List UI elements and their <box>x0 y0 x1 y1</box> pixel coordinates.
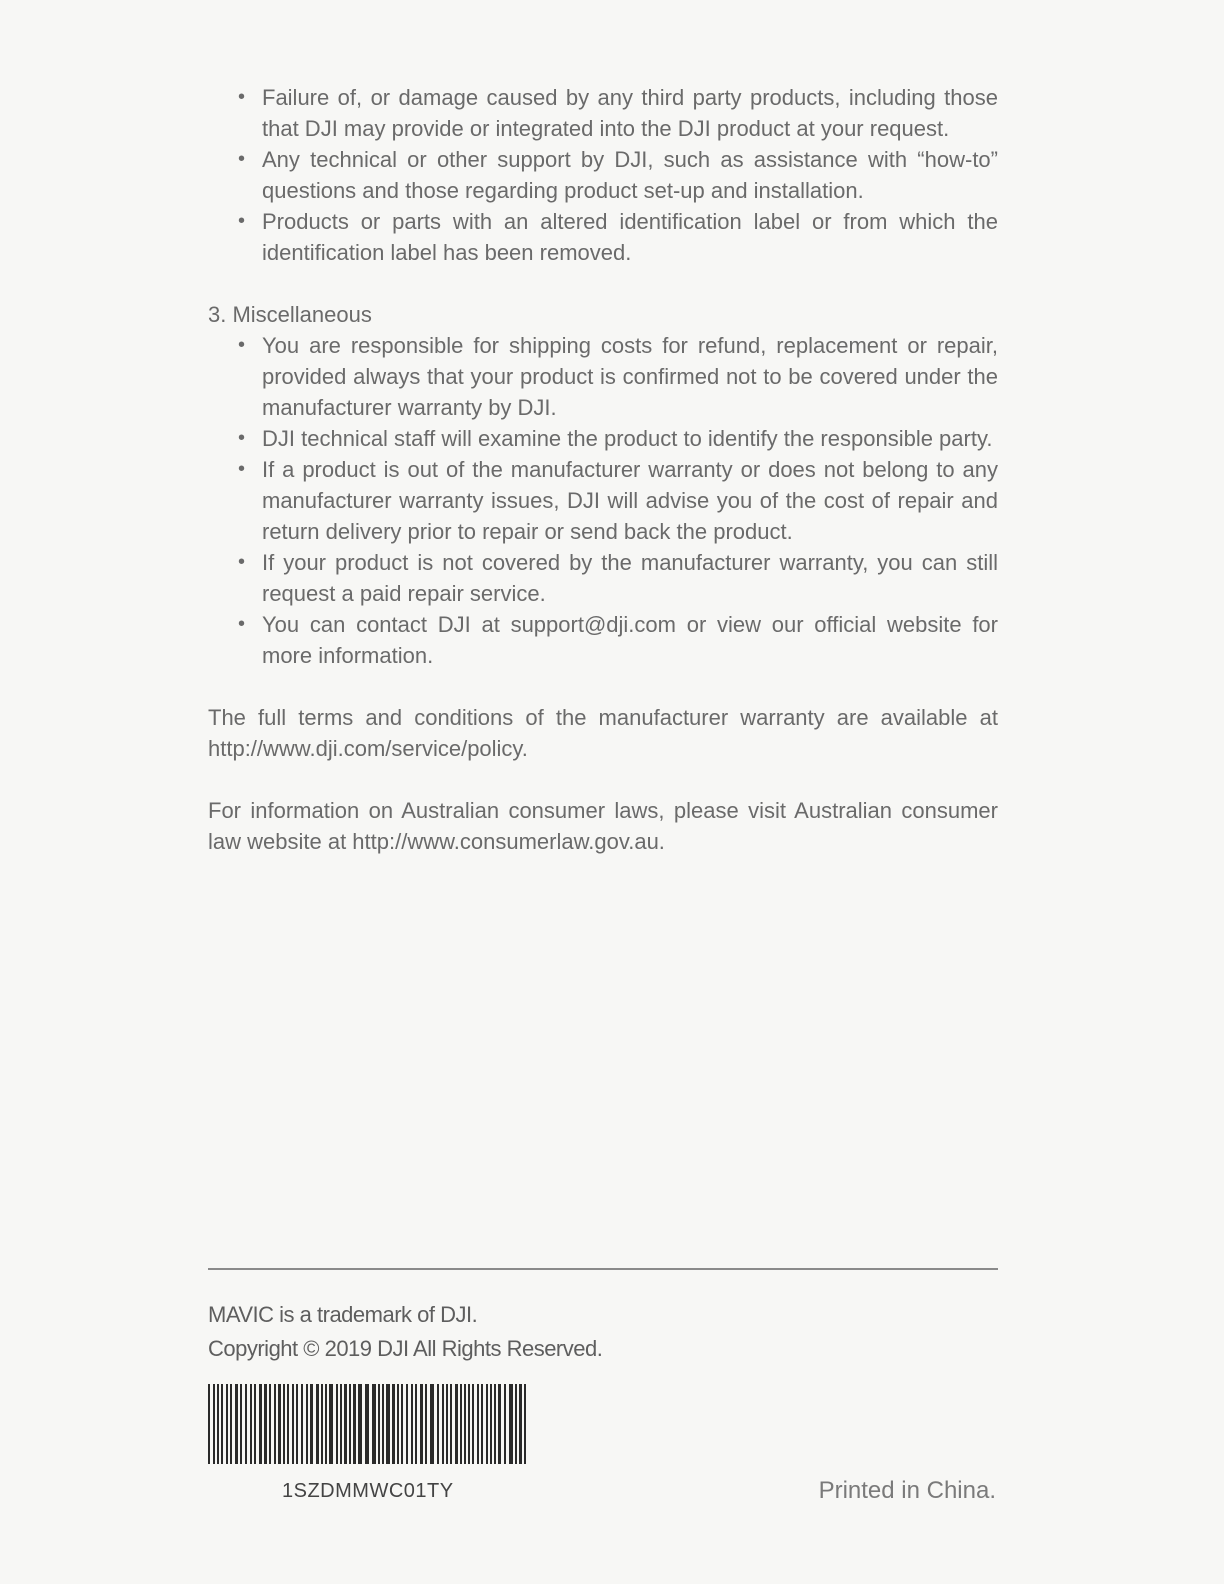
barcode-bar <box>425 1384 427 1464</box>
barcode-bar <box>382 1384 384 1464</box>
terms-paragraph: The full terms and conditions of the manufacturer warranty are available at http://www.dji.com/service/policy. <box>208 705 998 761</box>
barcode-bar <box>283 1384 285 1464</box>
barcode-bar <box>301 1384 303 1464</box>
barcode-bar <box>329 1384 333 1464</box>
barcode-bar <box>401 1384 403 1464</box>
barcode-bar <box>437 1384 439 1464</box>
list-item: • You are responsible for shipping costs for refund, replacement or repair, provided always that your product is confirmed not to be covered under the manufacturer warranty by DJI. <box>262 330 998 423</box>
barcode-bar <box>278 1384 281 1464</box>
barcode-bar <box>254 1384 256 1464</box>
warranty-content <box>208 82 998 857</box>
barcode-bar <box>287 1384 289 1464</box>
barcode-bar <box>504 1384 506 1464</box>
barcode-bar <box>235 1384 238 1464</box>
barcode-bar <box>430 1384 434 1464</box>
barcode-bar <box>245 1384 247 1464</box>
bullet-icon: • <box>238 210 246 232</box>
barcode-bar <box>340 1384 342 1464</box>
footer-divider <box>208 1268 998 1270</box>
barcode-bar <box>336 1384 338 1464</box>
barcode-bar <box>372 1384 376 1464</box>
list-item: • If a product is out of the manufacturer warranty or does not belong to any manufacturer warranty issues, DJI will advise you of the cost of repair and return delivery prior to repair or send back the product. <box>262 454 998 547</box>
barcode-bar <box>344 1384 347 1464</box>
barcode-bar <box>464 1384 466 1464</box>
australia-paragraph: For information on Australian consumer laws, please visit Australian consumer law website at http://www.consumerlaw.gov.au. <box>208 798 998 854</box>
barcode-bar <box>477 1384 479 1464</box>
barcode-bar <box>446 1384 448 1464</box>
barcode-bar <box>386 1384 390 1464</box>
barcode-bar <box>250 1384 252 1464</box>
barcode-bar <box>365 1384 369 1464</box>
bullet-icon: • <box>238 86 246 108</box>
barcode-bar <box>486 1384 488 1464</box>
bullet-icon: • <box>238 334 246 356</box>
barcode-bar <box>515 1384 517 1464</box>
barcode-bar <box>292 1384 294 1464</box>
barcode-bar <box>406 1384 408 1464</box>
trademark-block <box>208 1298 602 1366</box>
barcode-bar <box>490 1384 492 1464</box>
barcode-bar <box>420 1384 423 1464</box>
barcode-bar <box>264 1384 267 1464</box>
barcode-code: 1SZDMMWC01TY <box>282 1480 454 1502</box>
barcode-bar <box>378 1384 380 1464</box>
barcode-bar <box>472 1384 474 1464</box>
barcode-bar <box>321 1384 323 1464</box>
barcode-bar <box>498 1384 501 1464</box>
list-item: • DJI technical staff will examine the product to identify the responsible party. <box>262 423 998 454</box>
barcode-bar <box>460 1384 462 1464</box>
barcode-bar <box>221 1384 223 1464</box>
barcode-bar <box>349 1384 351 1464</box>
exclusions-list <box>208 82 998 268</box>
bullet-icon: • <box>238 427 246 449</box>
barcode-bar <box>455 1384 458 1464</box>
barcode-bar <box>269 1384 271 1464</box>
section-heading-miscellaneous: 3. Miscellaneous <box>208 302 372 327</box>
barcode-icon <box>208 1384 530 1464</box>
bullet-icon: • <box>238 458 246 480</box>
list-item: • You can contact DJI at support@dji.com or view our official website for more information. <box>262 609 998 671</box>
barcode-bar <box>509 1384 513 1464</box>
barcode-bar <box>213 1384 215 1464</box>
barcode-bar <box>240 1384 242 1464</box>
barcode-bar <box>524 1384 526 1464</box>
bullet-icon: • <box>238 613 246 635</box>
barcode-bar <box>230 1384 232 1464</box>
list-item: • Products or parts with an altered identification label or from which the identification label has been removed. <box>262 206 998 268</box>
barcode-bar <box>310 1384 313 1464</box>
barcode-bar <box>411 1384 413 1464</box>
list-item: • Failure of, or damage caused by any third party products, including those that DJI may provide or integrated into the DJI product at your request. <box>262 82 998 144</box>
barcode-bar <box>325 1384 327 1464</box>
barcode-bar <box>306 1384 308 1464</box>
barcode-bar <box>259 1384 262 1464</box>
printed-in-notice: Printed in China. <box>818 1477 996 1504</box>
bullet-icon: • <box>238 551 246 573</box>
copyright-notice: Copyright © 2019 DJI All Rights Reserved. <box>208 1336 603 1361</box>
list-item: • Any technical or other support by DJI, such as assistance with “how-to” questions and those regarding product set-up and installation. <box>262 144 998 206</box>
barcode-bar <box>274 1384 276 1464</box>
barcode-bar <box>217 1384 219 1464</box>
bullet-icon: • <box>238 148 246 170</box>
barcode-bar <box>450 1384 452 1464</box>
barcode-bar <box>415 1384 417 1464</box>
barcode-bar <box>494 1384 496 1464</box>
barcode-bar <box>226 1384 228 1464</box>
barcode-bar <box>353 1384 356 1464</box>
barcode-bar <box>481 1384 483 1464</box>
barcode-bar <box>358 1384 362 1464</box>
barcode-bar <box>296 1384 298 1464</box>
barcode-bar <box>208 1384 210 1464</box>
barcode-bar <box>519 1384 522 1464</box>
barcode-bar <box>442 1384 444 1464</box>
trademark-notice: MAVIC is a trademark of DJI. <box>208 1302 478 1327</box>
barcode-bar <box>316 1384 319 1464</box>
barcode-bar <box>397 1384 399 1464</box>
miscellaneous-list <box>208 330 998 671</box>
barcode-bar <box>392 1384 395 1464</box>
barcode-bar <box>468 1384 470 1464</box>
list-item: • If your product is not covered by the manufacturer warranty, you can still request a paid repair service. <box>262 547 998 609</box>
